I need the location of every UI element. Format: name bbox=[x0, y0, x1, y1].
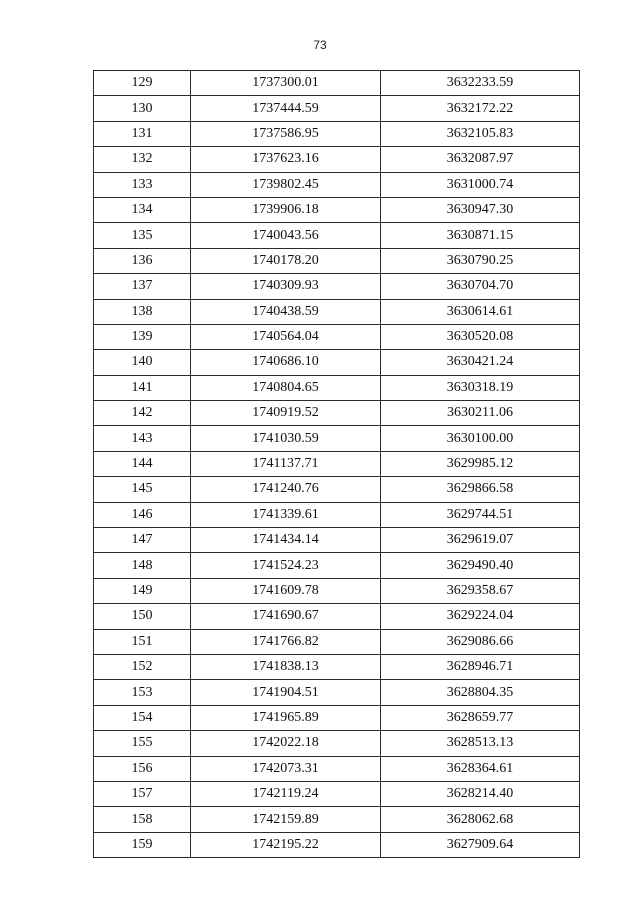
x-coordinate-cell: 1737300.01 bbox=[191, 71, 381, 96]
point-index-cell: 131 bbox=[94, 121, 191, 146]
page-number: 73 bbox=[313, 38, 327, 52]
y-coordinate-cell: 3630318.19 bbox=[381, 375, 580, 400]
y-coordinate-cell: 3629744.51 bbox=[381, 502, 580, 527]
table-row bbox=[94, 528, 580, 553]
point-index-cell: 133 bbox=[94, 172, 191, 197]
point-index-cell: 144 bbox=[94, 451, 191, 476]
table-row bbox=[94, 299, 580, 324]
point-index-cell: 150 bbox=[94, 604, 191, 629]
y-coordinate-cell: 3629619.07 bbox=[381, 528, 580, 553]
point-index-cell: 153 bbox=[94, 680, 191, 705]
x-coordinate-cell: 1740919.52 bbox=[191, 401, 381, 426]
x-coordinate-cell: 1740804.65 bbox=[191, 375, 381, 400]
point-index-cell: 159 bbox=[94, 832, 191, 857]
point-index-cell: 148 bbox=[94, 553, 191, 578]
x-coordinate-cell: 1741609.78 bbox=[191, 578, 381, 603]
y-coordinate-cell: 3630211.06 bbox=[381, 401, 580, 426]
y-coordinate-cell: 3628513.13 bbox=[381, 731, 580, 756]
point-index-cell: 129 bbox=[94, 71, 191, 96]
point-index-cell: 145 bbox=[94, 477, 191, 502]
point-index-cell: 156 bbox=[94, 756, 191, 781]
table-row bbox=[94, 172, 580, 197]
point-index-cell: 132 bbox=[94, 147, 191, 172]
point-index-cell: 138 bbox=[94, 299, 191, 324]
table-row bbox=[94, 832, 580, 857]
y-coordinate-cell: 3630520.08 bbox=[381, 324, 580, 349]
x-coordinate-cell: 1740686.10 bbox=[191, 350, 381, 375]
table-row bbox=[94, 324, 580, 349]
table-row bbox=[94, 604, 580, 629]
y-coordinate-cell: 3632105.83 bbox=[381, 121, 580, 146]
x-coordinate-cell: 1741965.89 bbox=[191, 705, 381, 730]
table-row bbox=[94, 756, 580, 781]
x-coordinate-cell: 1740438.59 bbox=[191, 299, 381, 324]
point-index-cell: 130 bbox=[94, 96, 191, 121]
y-coordinate-cell: 3630100.00 bbox=[381, 426, 580, 451]
y-coordinate-cell: 3630704.70 bbox=[381, 274, 580, 299]
x-coordinate-cell: 1741030.59 bbox=[191, 426, 381, 451]
table-row bbox=[94, 96, 580, 121]
x-coordinate-cell: 1741240.76 bbox=[191, 477, 381, 502]
table-row bbox=[94, 197, 580, 222]
table-row bbox=[94, 502, 580, 527]
table-row bbox=[94, 451, 580, 476]
point-index-cell: 141 bbox=[94, 375, 191, 400]
point-index-cell: 152 bbox=[94, 654, 191, 679]
table-row bbox=[94, 426, 580, 451]
y-coordinate-cell: 3629490.40 bbox=[381, 553, 580, 578]
point-index-cell: 142 bbox=[94, 401, 191, 426]
point-index-cell: 155 bbox=[94, 731, 191, 756]
x-coordinate-cell: 1742195.22 bbox=[191, 832, 381, 857]
x-coordinate-cell: 1742119.24 bbox=[191, 781, 381, 806]
table-row bbox=[94, 578, 580, 603]
x-coordinate-cell: 1737623.16 bbox=[191, 147, 381, 172]
x-coordinate-cell: 1740309.93 bbox=[191, 274, 381, 299]
table-row bbox=[94, 147, 580, 172]
point-index-cell: 140 bbox=[94, 350, 191, 375]
y-coordinate-cell: 3628946.71 bbox=[381, 654, 580, 679]
y-coordinate-cell: 3630947.30 bbox=[381, 197, 580, 222]
table-row bbox=[94, 71, 580, 96]
point-index-cell: 158 bbox=[94, 807, 191, 832]
point-index-cell: 134 bbox=[94, 197, 191, 222]
point-index-cell: 136 bbox=[94, 248, 191, 273]
x-coordinate-cell: 1741524.23 bbox=[191, 553, 381, 578]
y-coordinate-cell: 3630790.25 bbox=[381, 248, 580, 273]
x-coordinate-cell: 1741339.61 bbox=[191, 502, 381, 527]
x-coordinate-cell: 1742073.31 bbox=[191, 756, 381, 781]
x-coordinate-cell: 1741838.13 bbox=[191, 654, 381, 679]
y-coordinate-cell: 3629985.12 bbox=[381, 451, 580, 476]
x-coordinate-cell: 1741137.71 bbox=[191, 451, 381, 476]
table-row bbox=[94, 807, 580, 832]
x-coordinate-cell: 1739906.18 bbox=[191, 197, 381, 222]
y-coordinate-cell: 3627909.64 bbox=[381, 832, 580, 857]
x-coordinate-cell: 1741690.67 bbox=[191, 604, 381, 629]
table-row bbox=[94, 248, 580, 273]
y-coordinate-cell: 3630421.24 bbox=[381, 350, 580, 375]
point-index-cell: 135 bbox=[94, 223, 191, 248]
table-row bbox=[94, 350, 580, 375]
y-coordinate-cell: 3629866.58 bbox=[381, 477, 580, 502]
x-coordinate-cell: 1741904.51 bbox=[191, 680, 381, 705]
point-index-cell: 154 bbox=[94, 705, 191, 730]
x-coordinate-cell: 1737444.59 bbox=[191, 96, 381, 121]
y-coordinate-cell: 3628062.68 bbox=[381, 807, 580, 832]
y-coordinate-cell: 3628659.77 bbox=[381, 705, 580, 730]
x-coordinate-cell: 1739802.45 bbox=[191, 172, 381, 197]
x-coordinate-cell: 1742022.18 bbox=[191, 731, 381, 756]
x-coordinate-cell: 1740564.04 bbox=[191, 324, 381, 349]
x-coordinate-cell: 1737586.95 bbox=[191, 121, 381, 146]
table-row bbox=[94, 477, 580, 502]
table-row bbox=[94, 705, 580, 730]
y-coordinate-cell: 3630871.15 bbox=[381, 223, 580, 248]
x-coordinate-cell: 1741434.14 bbox=[191, 528, 381, 553]
table-row bbox=[94, 274, 580, 299]
point-index-cell: 149 bbox=[94, 578, 191, 603]
point-index-cell: 139 bbox=[94, 324, 191, 349]
y-coordinate-cell: 3629224.04 bbox=[381, 604, 580, 629]
x-coordinate-cell: 1740178.20 bbox=[191, 248, 381, 273]
y-coordinate-cell: 3629086.66 bbox=[381, 629, 580, 654]
y-coordinate-cell: 3630614.61 bbox=[381, 299, 580, 324]
y-coordinate-cell: 3631000.74 bbox=[381, 172, 580, 197]
y-coordinate-cell: 3632233.59 bbox=[381, 71, 580, 96]
table-row bbox=[94, 680, 580, 705]
point-index-cell: 147 bbox=[94, 528, 191, 553]
y-coordinate-cell: 3628214.40 bbox=[381, 781, 580, 806]
table-row bbox=[94, 223, 580, 248]
table-row bbox=[94, 121, 580, 146]
point-index-cell: 137 bbox=[94, 274, 191, 299]
table-row bbox=[94, 553, 580, 578]
x-coordinate-cell: 1740043.56 bbox=[191, 223, 381, 248]
y-coordinate-cell: 3629358.67 bbox=[381, 578, 580, 603]
y-coordinate-cell: 3632172.22 bbox=[381, 96, 580, 121]
table-row bbox=[94, 654, 580, 679]
point-index-cell: 146 bbox=[94, 502, 191, 527]
table-row bbox=[94, 781, 580, 806]
point-index-cell: 157 bbox=[94, 781, 191, 806]
coordinates-table bbox=[93, 70, 580, 858]
x-coordinate-cell: 1741766.82 bbox=[191, 629, 381, 654]
point-index-cell: 143 bbox=[94, 426, 191, 451]
coordinates-table-body bbox=[94, 71, 580, 858]
table-row bbox=[94, 629, 580, 654]
table-row bbox=[94, 731, 580, 756]
y-coordinate-cell: 3628364.61 bbox=[381, 756, 580, 781]
x-coordinate-cell: 1742159.89 bbox=[191, 807, 381, 832]
table-row bbox=[94, 375, 580, 400]
point-index-cell: 151 bbox=[94, 629, 191, 654]
table-row bbox=[94, 401, 580, 426]
y-coordinate-cell: 3632087.97 bbox=[381, 147, 580, 172]
y-coordinate-cell: 3628804.35 bbox=[381, 680, 580, 705]
